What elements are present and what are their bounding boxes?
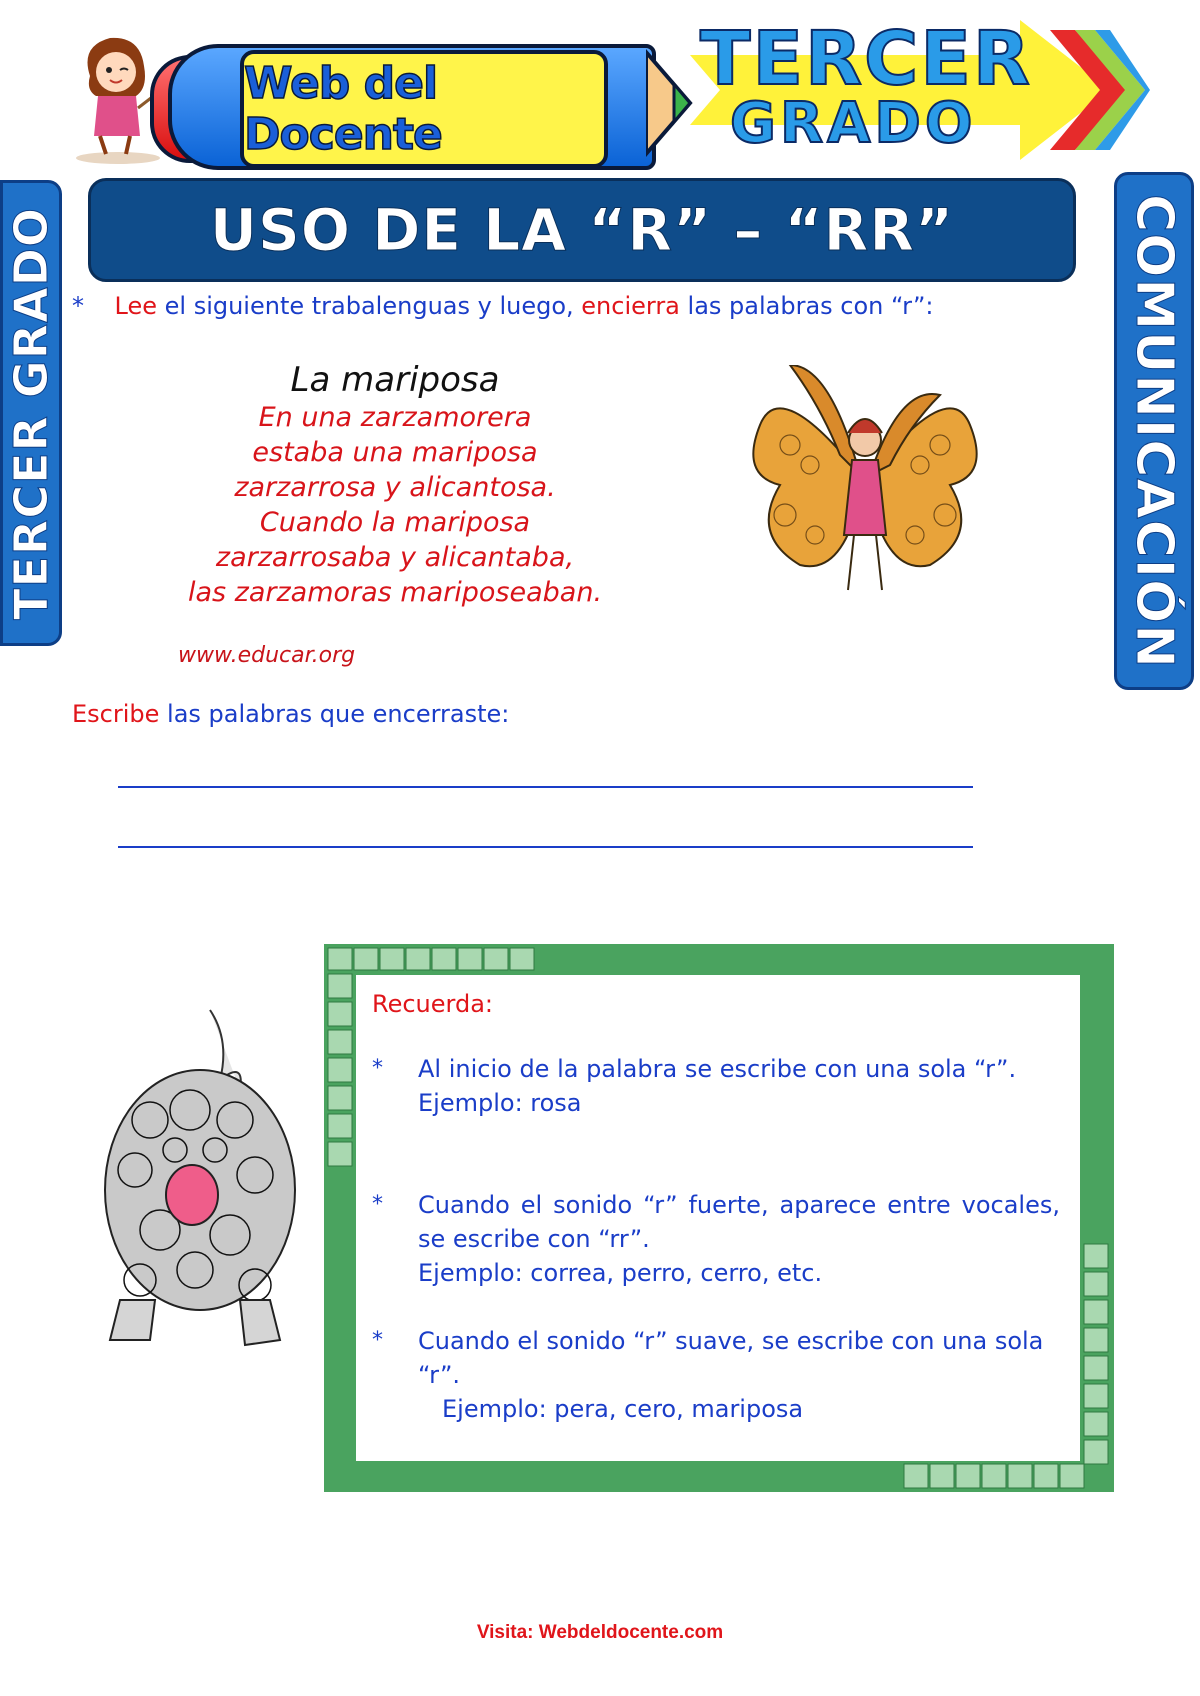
- rule-text: Al inicio de la palabra se escribe con una sola “r”.: [418, 1055, 1017, 1083]
- rule-item-2: [418, 1188, 1060, 1290]
- grade-heading: [700, 16, 1060, 156]
- poem-body: [140, 400, 650, 610]
- rule-example: Ejemplo: correa, perro, cerro, etc.: [418, 1259, 823, 1287]
- instruction: [72, 292, 934, 320]
- poem-source: www.educar.org: [178, 643, 356, 668]
- rule-example: Ejemplo: rosa: [418, 1089, 582, 1117]
- pencil-tip-icon: [646, 48, 696, 158]
- instruction-word-lee: Lee: [114, 292, 157, 320]
- page-title: USO DE LA “R” – “RR”: [209, 196, 955, 264]
- write-instruction: [72, 700, 509, 728]
- poem-line: Cuando la mariposa: [259, 507, 531, 538]
- answer-line-2[interactable]: [118, 846, 973, 848]
- side-label-right-text: COMUNICACIÓN: [1124, 193, 1184, 669]
- instruction-text-1: el siguiente trabalenguas y luego,: [157, 292, 582, 320]
- instruction-bullet: *: [72, 292, 84, 320]
- rule-bullet: *: [372, 1328, 383, 1353]
- rule-bullet: *: [372, 1192, 383, 1217]
- poem-title: La mariposa: [290, 360, 500, 400]
- rule-bullet: *: [372, 1056, 383, 1081]
- poem-line: estaba una mariposa: [252, 437, 538, 468]
- logo-text: Web del Docente: [244, 58, 442, 160]
- rule-example: Ejemplo: pera, cero, mariposa: [442, 1395, 804, 1423]
- write-text: las palabras que encerraste:: [159, 700, 510, 728]
- instruction-text-2: las palabras con “r”:: [679, 292, 934, 320]
- title-banner: [88, 178, 1076, 282]
- rule-item-1: [418, 1052, 1060, 1120]
- poem-line: zarzarrosa y alicantosa.: [234, 472, 556, 503]
- instruction-word-encierra: encierra: [581, 292, 680, 320]
- side-label-right: [1114, 172, 1194, 690]
- butterfly-fairy-illustration: [740, 365, 990, 605]
- grade-line1: TERCER: [700, 16, 1032, 102]
- rule-item-3: [418, 1324, 1060, 1426]
- footer-link[interactable]: Visita: Webdeldocente.com: [476, 1622, 724, 1643]
- poem-line: las zarzamoras mariposeaban.: [187, 577, 603, 608]
- rule-text: Cuando el sonido “r” fuerte, aparece entre vocales, se escribe con “rr”.: [418, 1191, 1060, 1253]
- write-word-escribe: Escribe: [72, 700, 160, 728]
- poem-line: zarzarrosaba y alicantaba,: [215, 542, 575, 573]
- answer-line-1[interactable]: [118, 786, 973, 788]
- logo-label: [240, 50, 608, 168]
- dog-illustration: [80, 1000, 310, 1360]
- side-label-left: [0, 180, 62, 646]
- poem-line: En una zarzamorera: [258, 402, 532, 433]
- grade-line2: GRADO: [730, 91, 977, 156]
- rule-text: Cuando el sonido “r” suave, se escribe con una sola “r”.: [418, 1327, 1044, 1389]
- recuerda-heading: Recuerda:: [372, 990, 494, 1018]
- side-label-left-text: TERCER GRADO: [4, 206, 58, 620]
